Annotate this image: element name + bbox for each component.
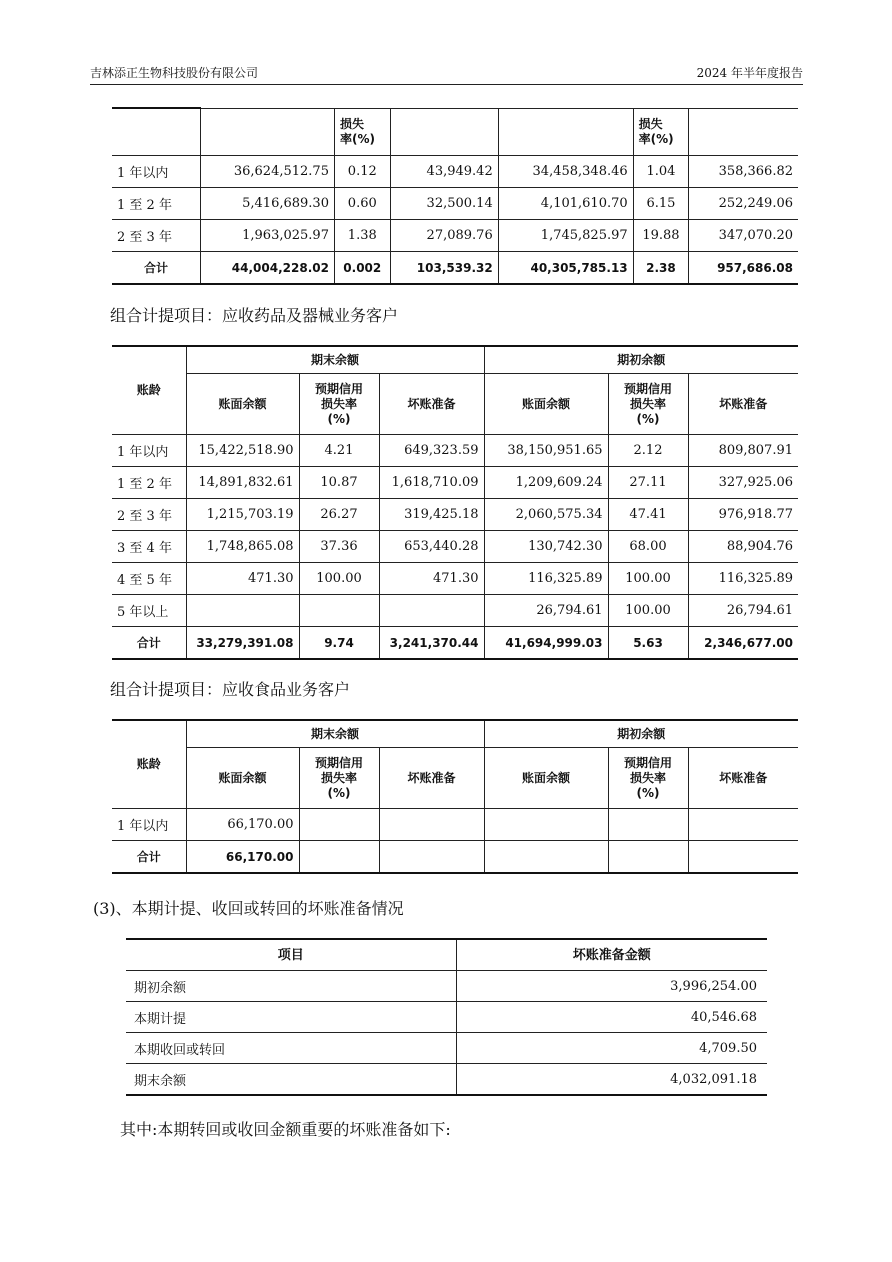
row-label: 合计 (112, 627, 186, 660)
table-cell: 2.12 (608, 435, 688, 467)
table-cell: 47.41 (608, 499, 688, 531)
table-row (112, 499, 798, 531)
table-cell: 27.11 (608, 467, 688, 499)
table-cell (484, 841, 608, 874)
table-cell (299, 595, 379, 627)
loss-rate-header: 损失 率(%) (334, 108, 390, 156)
table-cell: 2,060,575.34 (484, 499, 608, 531)
table-cell: 957,686.08 (689, 252, 798, 285)
table-cell: 4,709.50 (456, 1033, 767, 1064)
table-cell (608, 841, 688, 874)
row-label: 期末余额 (126, 1064, 456, 1096)
loss-rate-header: 预期信用 损失率 (%) (299, 374, 379, 435)
table-cell: 2,346,677.00 (688, 627, 798, 660)
table-cell: 116,325.89 (688, 563, 798, 595)
table-row (126, 971, 767, 1002)
table-cell: 100.00 (299, 563, 379, 595)
table-cell: 10.87 (299, 467, 379, 499)
table-row (126, 1002, 767, 1033)
table-cell: 14,891,832.61 (186, 467, 299, 499)
row-label: 1 年以内 (112, 156, 201, 188)
table-cell: 1,618,710.09 (379, 467, 484, 499)
table-cell: 471.30 (186, 563, 299, 595)
row-label: 合计 (112, 841, 186, 874)
table-cell: 5.63 (608, 627, 688, 660)
table-cell: 36,624,512.75 (201, 156, 335, 188)
table-cell: 27,089.76 (390, 220, 498, 252)
table-cell: 1,209,609.24 (484, 467, 608, 499)
table-row (126, 1033, 767, 1064)
table-cell: 2.38 (633, 252, 689, 285)
section-title: 组合计提项目：应收食品业务客户 (110, 680, 351, 699)
table-continuation (112, 107, 798, 285)
table-cell: 116,325.89 (484, 563, 608, 595)
table-row (112, 156, 798, 188)
table-cell: 43,949.42 (390, 156, 498, 188)
table-row (112, 531, 798, 563)
table-cell: 26,794.61 (484, 595, 608, 627)
end-balance-header: 期末余额 (186, 720, 484, 748)
table-row (112, 435, 798, 467)
table-cell: 976,918.77 (688, 499, 798, 531)
amount-header: 坏账准备金额 (456, 939, 767, 971)
table-cell: 1.38 (334, 220, 390, 252)
table-cell (186, 595, 299, 627)
table-cell: 1,963,025.97 (201, 220, 335, 252)
row-label: 合计 (112, 252, 201, 285)
table-cell: 319,425.18 (379, 499, 484, 531)
table-cell (379, 595, 484, 627)
table-cell: 100.00 (608, 595, 688, 627)
table-cell: 1,745,825.97 (498, 220, 633, 252)
row-label: 1 至 2 年 (112, 467, 186, 499)
row-label: 本期计提 (126, 1002, 456, 1033)
table-cell (299, 809, 379, 841)
item-header: 项目 (126, 939, 456, 971)
page-header (90, 62, 803, 85)
table-row (112, 809, 798, 841)
table-cell: 26,794.61 (688, 595, 798, 627)
row-label: 2 至 3 年 (112, 499, 186, 531)
table-cell: 327,925.06 (688, 467, 798, 499)
table-cell: 809,807.91 (688, 435, 798, 467)
table-cell: 33,279,391.08 (186, 627, 299, 660)
bad-debt-header: 坏账准备 (379, 374, 484, 435)
table-cell: 649,323.59 (379, 435, 484, 467)
table-cell: 34,458,348.46 (498, 156, 633, 188)
table-cell: 1.04 (633, 156, 689, 188)
table-cell: 103,539.32 (390, 252, 498, 285)
table-cell: 471.30 (379, 563, 484, 595)
table-cell: 0.002 (334, 252, 390, 285)
table-row (126, 1064, 767, 1096)
table-row (112, 220, 798, 252)
table-cell (379, 809, 484, 841)
table-cell: 4,101,610.70 (498, 188, 633, 220)
table-cell (484, 809, 608, 841)
table-cell: 32,500.14 (390, 188, 498, 220)
book-balance-header: 账面余额 (186, 374, 299, 435)
table-cell: 5,416,689.30 (201, 188, 335, 220)
table-cell: 40,305,785.13 (498, 252, 633, 285)
table-cell (688, 841, 798, 874)
report-title: 2024 年半年度报告 (696, 66, 803, 80)
table-cell: 347,070.20 (689, 220, 798, 252)
row-label: 1 年以内 (112, 809, 186, 841)
section-title: 组合计提项目：应收药品及器械业务客户 (110, 306, 399, 325)
table-row (112, 563, 798, 595)
table-cell: 40,546.68 (456, 1002, 767, 1033)
row-label: 1 年以内 (112, 435, 186, 467)
footer-note: 其中:本期转回或收回金额重要的坏账准备如下: (120, 1120, 451, 1139)
loss-rate-header: 损失 率(%) (633, 108, 689, 156)
bad-debt-header: 坏账准备 (688, 374, 798, 435)
table-cell: 66,170.00 (186, 841, 299, 874)
end-balance-header: 期末余额 (186, 346, 484, 374)
row-label: 2 至 3 年 (112, 220, 201, 252)
row-label: 4 至 5 年 (112, 563, 186, 595)
table-cell: 0.12 (334, 156, 390, 188)
table-row (112, 595, 798, 627)
table-cell: 88,904.76 (688, 531, 798, 563)
table-cell: 653,440.28 (379, 531, 484, 563)
table-cell: 130,742.30 (484, 531, 608, 563)
table-cell: 1,748,865.08 (186, 531, 299, 563)
table-cell: 0.60 (334, 188, 390, 220)
table-cell: 3,241,370.44 (379, 627, 484, 660)
book-balance-header: 账面余额 (484, 748, 608, 809)
row-label: 本期收回或转回 (126, 1033, 456, 1064)
table-cell: 15,422,518.90 (186, 435, 299, 467)
bad-debt-header: 坏账准备 (379, 748, 484, 809)
table-cell: 4.21 (299, 435, 379, 467)
table-cell: 100.00 (608, 563, 688, 595)
table-cell: 68.00 (608, 531, 688, 563)
table-cell: 1,215,703.19 (186, 499, 299, 531)
age-header: 账龄 (112, 346, 186, 435)
table-cell: 4,032,091.18 (456, 1064, 767, 1096)
total-row (112, 841, 798, 874)
table-cell (608, 809, 688, 841)
table-cell: 19.88 (633, 220, 689, 252)
table-cell: 252,249.06 (689, 188, 798, 220)
table-cell (379, 841, 484, 874)
table-cell: 66,170.00 (186, 809, 299, 841)
table-cell: 3,996,254.00 (456, 971, 767, 1002)
book-balance-header: 账面余额 (186, 748, 299, 809)
table-cell: 37.36 (299, 531, 379, 563)
begin-balance-header: 期初余额 (484, 720, 798, 748)
food-table (112, 719, 798, 874)
begin-balance-header: 期初余额 (484, 346, 798, 374)
table-cell: 38,150,951.65 (484, 435, 608, 467)
bad-debt-movement-table (126, 938, 767, 1096)
table-row (112, 188, 798, 220)
age-header: 账龄 (112, 720, 186, 809)
company-name: 吉林添正生物科技股份有限公司 (90, 66, 259, 80)
total-row (112, 252, 798, 285)
book-balance-header: 账面余额 (484, 374, 608, 435)
table-cell: 9.74 (299, 627, 379, 660)
row-label: 1 至 2 年 (112, 188, 201, 220)
table-header-row (112, 108, 798, 156)
bad-debt-header: 坏账准备 (688, 748, 798, 809)
table-cell: 358,366.82 (689, 156, 798, 188)
table-cell (688, 809, 798, 841)
table-cell: 6.15 (633, 188, 689, 220)
table-cell: 44,004,228.02 (201, 252, 335, 285)
section-title: (3)、本期计提、收回或转回的坏账准备情况 (93, 899, 404, 918)
table-cell: 41,694,999.03 (484, 627, 608, 660)
table-row (112, 467, 798, 499)
loss-rate-header: 预期信用 损失率 (%) (299, 748, 379, 809)
total-row (112, 627, 798, 660)
table-cell: 26.27 (299, 499, 379, 531)
row-label: 3 至 4 年 (112, 531, 186, 563)
row-label: 5 年以上 (112, 595, 186, 627)
drug-device-table (112, 345, 798, 660)
loss-rate-header: 预期信用 损失率 (%) (608, 748, 688, 809)
loss-rate-header: 预期信用 损失率 (%) (608, 374, 688, 435)
row-label: 期初余额 (126, 971, 456, 1002)
table-cell (299, 841, 379, 874)
